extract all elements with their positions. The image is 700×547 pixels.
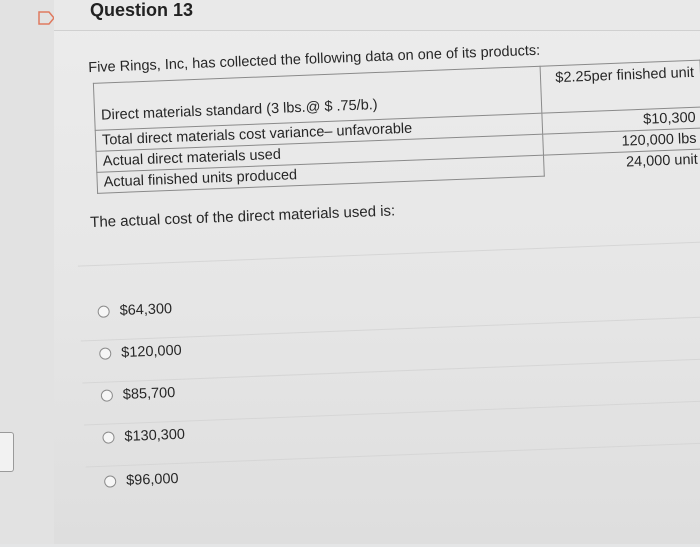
answer-option-label: $120,000 (120, 342, 183, 362)
table-cell-value: 120,000 lbs (543, 128, 700, 155)
radio-button[interactable] (97, 305, 109, 317)
answer-option-label: $130,300 (124, 426, 186, 445)
answer-option[interactable] (99, 341, 182, 364)
table-cell-label: Total direct materials cost variance– unfavorable (95, 113, 543, 151)
radio-button[interactable] (104, 475, 116, 487)
table-cell-value: 24,000 unit (625, 151, 699, 171)
answer-option-label: $85,700 (122, 384, 176, 403)
radio-button[interactable] (102, 431, 114, 443)
answer-option-label: $64,300 (119, 301, 173, 320)
answer-option[interactable] (101, 383, 176, 406)
divider (81, 316, 700, 342)
side-panel-tab[interactable] (0, 432, 14, 472)
divider (84, 400, 700, 426)
answer-option[interactable] (102, 425, 185, 448)
question-title: Question 13 (90, 0, 194, 20)
table-cell-label: Actual direct materials used (96, 134, 544, 172)
answer-option[interactable] (104, 469, 179, 492)
question-intro: Five Rings, Inc, has collected the following data on one of its products: (88, 42, 541, 77)
data-table (93, 60, 700, 194)
table-cell-value: $2.25per finished unit (540, 60, 700, 113)
divider (82, 358, 700, 384)
divider (86, 442, 700, 468)
answer-option-label: $96,000 (125, 470, 179, 489)
radio-button[interactable] (101, 389, 113, 401)
divider (78, 241, 700, 267)
table-cell-label: Actual finished units produced (97, 155, 545, 193)
table-cell-value: $10,300 (542, 107, 700, 134)
question-prompt: The actual cost of the direct materials used is: (89, 202, 396, 232)
table-cell-label: Direct materials standard (3 lbs.@ $ .75/b.) (93, 66, 542, 130)
radio-button[interactable] (99, 347, 111, 359)
answer-option[interactable] (97, 299, 172, 322)
